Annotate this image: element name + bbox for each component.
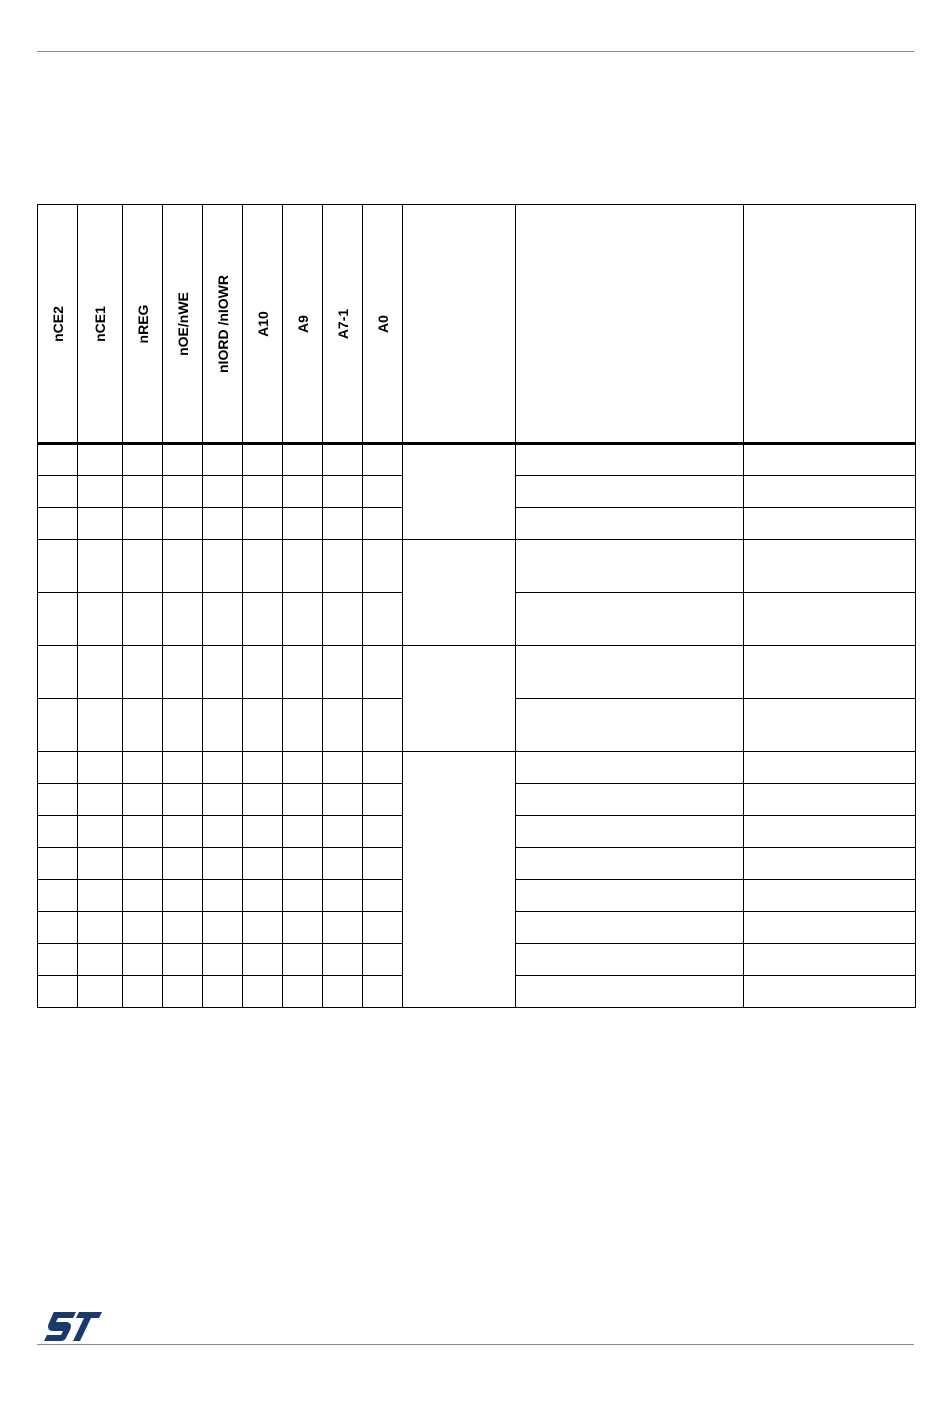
header-rule	[37, 51, 914, 52]
col-header-a9	[283, 205, 323, 444]
col-header-nce1	[78, 205, 123, 444]
table-header-row	[38, 205, 916, 444]
col-header-noe-nwe	[163, 205, 203, 444]
col-header-a7-1	[323, 205, 363, 444]
group-cell	[403, 752, 516, 1008]
header-label: A10	[254, 310, 271, 337]
header-label: nCE1	[92, 305, 108, 342]
header-label: nREG	[134, 304, 151, 343]
group-cell	[403, 540, 516, 646]
pin-signal-table	[37, 204, 916, 1008]
col-header-blank-1	[403, 205, 516, 444]
header-label: nIORD /nIOWR	[214, 274, 231, 373]
footer-rule	[37, 1344, 914, 1345]
table-row	[38, 752, 916, 784]
col-header-blank-3	[744, 205, 916, 444]
col-header-a10	[243, 205, 283, 444]
header-label: A0	[374, 314, 391, 333]
col-header-nce2	[38, 205, 78, 444]
table-row	[38, 444, 916, 476]
col-header-blank-2	[516, 205, 744, 444]
col-header-a0	[363, 205, 403, 444]
group-cell	[403, 646, 516, 752]
header-label: nOE/nWE	[174, 291, 191, 356]
header-label: A7-1	[334, 308, 351, 339]
header-label: A9	[294, 314, 311, 333]
st-logo-icon	[44, 1310, 102, 1342]
table-row	[38, 540, 916, 593]
col-header-nreg	[123, 205, 163, 444]
group-cell	[403, 444, 516, 540]
table-row	[38, 646, 916, 699]
header-label: nCE2	[49, 305, 66, 342]
col-header-niord-niowr	[203, 205, 243, 444]
